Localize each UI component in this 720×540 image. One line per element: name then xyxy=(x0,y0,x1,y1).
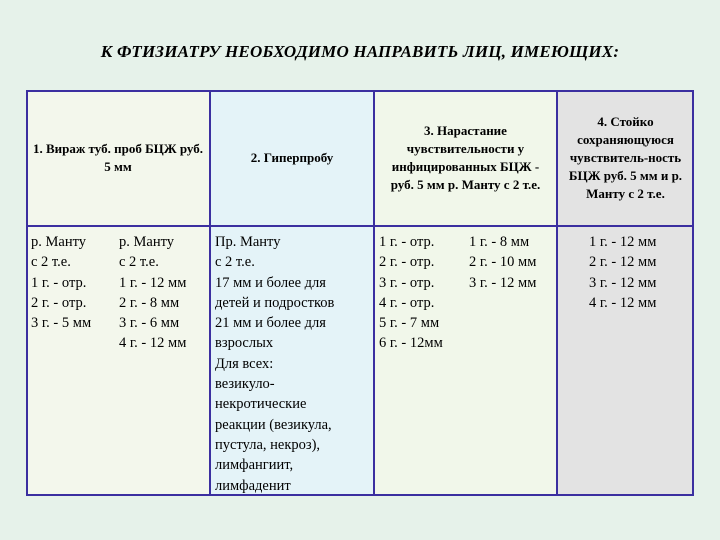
cell-col4: 1 г. - 12 мм 2 г. - 12 мм 3 г. - 12 мм 4 г. - 12 мм xyxy=(589,234,657,311)
divider-col-4 xyxy=(556,90,558,496)
criteria-table xyxy=(26,90,694,496)
header-col-2: 2. Гиперпробу xyxy=(250,150,334,165)
header-col-3: 3. Нарастание чувствительности у инфицированных БЦЖ - руб. 5 мм р. Манту с 2 т.е. xyxy=(390,123,541,192)
cell-col3-sub2: 1 г. - 8 мм 2 г. - 10 мм 3 г. - 12 мм xyxy=(469,234,537,291)
divider-col-3 xyxy=(373,90,375,496)
divider-header xyxy=(26,225,694,227)
cell-col1-sub1: р. Манту с 2 т.е. 1 г. - отр. 2 г. - отр. 3 г. - 5 мм xyxy=(31,234,92,332)
cell-col3-sub1: 1 г. - отр. 2 г. - отр. 3 г. - отр. 4 г. - отр. 5 г. - 7 мм 6 г. - 12мм xyxy=(379,234,443,352)
divider-col-2 xyxy=(209,90,211,496)
page-title: К ФТИЗИАТРУ НЕОБХОДИМО НАПРАВИТЬ ЛИЦ, ИМЕЮЩИХ: xyxy=(100,42,620,61)
header-col-4: 4. Стойко сохраняющуюся чувствитель-ность БЦЖ руб. 5 мм и р. Манту с 2 т.е. xyxy=(568,114,683,201)
cell-col1-sub2: р. Манту с 2 т.е. 1 г. - 12 мм 2 г. - 8 мм 3 г. - 6 мм 4 г. - 12 мм xyxy=(119,234,187,352)
header-col-1: 1. Вираж туб. проб БЦЖ руб. 5 мм xyxy=(32,141,204,174)
cell-col2: Пр. Манту с 2 т.е. 17 мм и более для детей и подростков 21 мм и более для взрослых Для всех: везикуло- некротические реакции (везикула, пустула, некроз), лимфангиит, лимфаденит xyxy=(215,234,335,494)
